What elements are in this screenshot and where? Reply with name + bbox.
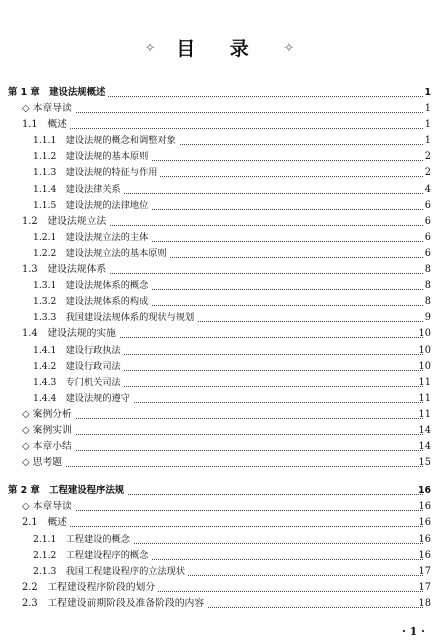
toc-entry-page: 1 bbox=[424, 119, 431, 131]
toc-entry-page: 6 bbox=[424, 215, 431, 227]
toc-entry-label: 1.2.2 建设法规立法的基本原则 bbox=[33, 246, 170, 262]
toc-entry-page: 16 bbox=[418, 549, 431, 561]
toc-entry-label: 第 2 章 工程建设程序法规 bbox=[8, 483, 127, 499]
toc-entry[interactable] bbox=[0, 230, 439, 246]
toc-entry-label: 2.1.3 我国工程建设程序的立法现状 bbox=[33, 564, 188, 580]
toc-entry-label: 1.1 概述 bbox=[22, 117, 70, 133]
toc-chapter-entry[interactable] bbox=[0, 85, 439, 101]
toc-entry-label: 1.3.3 我国建设法规体系的现状与规划 bbox=[33, 310, 197, 326]
toc-entry-label: 2.1.2 工程建设程序的概念 bbox=[33, 548, 151, 564]
toc-entry-page: 2 bbox=[424, 151, 431, 163]
toc-entry[interactable] bbox=[0, 407, 439, 423]
table-of-contents bbox=[0, 85, 439, 612]
toc-entry[interactable] bbox=[0, 214, 439, 230]
toc-entry[interactable] bbox=[0, 294, 439, 310]
toc-entry-page: 1 bbox=[424, 103, 431, 115]
toc-entry-page: 10 bbox=[418, 328, 431, 340]
toc-entry[interactable] bbox=[0, 580, 439, 596]
sparkle-left-icon: ✧ bbox=[144, 41, 156, 56]
toc-entry-page: 4 bbox=[424, 183, 431, 195]
toc-entry[interactable] bbox=[0, 262, 439, 278]
toc-entry[interactable] bbox=[0, 149, 439, 165]
toc-entry-page: 16 bbox=[418, 533, 431, 545]
toc-entry-page: 1 bbox=[424, 135, 431, 147]
toc-entry-page: 1 bbox=[424, 87, 431, 98]
dot-leader bbox=[22, 117, 423, 129]
toc-entry-label: 1.1.1 建设法规的概念和调整对象 bbox=[33, 133, 179, 149]
toc-entry-page: 10 bbox=[418, 360, 431, 372]
page-title-text: 目 录 bbox=[176, 38, 263, 60]
toc-entry-page: 8 bbox=[424, 264, 431, 276]
toc-entry-page: 8 bbox=[424, 296, 431, 308]
toc-entry-page: 16 bbox=[418, 501, 431, 513]
toc-entry[interactable] bbox=[0, 117, 439, 133]
toc-entry-label: ◇ 案例实训 bbox=[22, 423, 75, 439]
toc-entry-page: 15 bbox=[418, 457, 431, 469]
toc-entry[interactable] bbox=[0, 278, 439, 294]
toc-entry[interactable] bbox=[0, 564, 439, 580]
toc-entry-page: 16 bbox=[418, 517, 431, 529]
toc-entry[interactable] bbox=[0, 101, 439, 117]
toc-entry[interactable] bbox=[0, 359, 439, 375]
toc-entry[interactable] bbox=[0, 548, 439, 564]
toc-entry[interactable] bbox=[0, 198, 439, 214]
toc-entry-label: 1.4.3 专门机关司法 bbox=[33, 375, 124, 391]
toc-entry[interactable] bbox=[0, 499, 439, 515]
toc-entry-page: 11 bbox=[418, 392, 431, 404]
dot-leader bbox=[22, 515, 423, 527]
dot-leader bbox=[22, 439, 423, 451]
toc-entry-page: 11 bbox=[418, 408, 431, 420]
dot-leader bbox=[22, 423, 423, 435]
toc-entry-label: 2.2 工程建设程序阶段的划分 bbox=[22, 580, 158, 596]
toc-entry-label: ◇ 本章导读 bbox=[22, 101, 75, 117]
toc-entry-label: 1.2 建设法规立法 bbox=[22, 214, 109, 230]
toc-entry-label: 1.1.5 建设法规的法律地位 bbox=[33, 198, 151, 214]
toc-entry-page: 6 bbox=[424, 199, 431, 211]
toc-entry-label: 第 1 章 建设法规概述 bbox=[8, 85, 108, 101]
toc-entry-label: ◇ 思考题 bbox=[22, 455, 65, 471]
toc-entry-label: 1.3.1 建设法规体系的概念 bbox=[33, 278, 151, 294]
toc-entry[interactable] bbox=[0, 310, 439, 326]
toc-entry-page: 18 bbox=[418, 597, 431, 609]
toc-entry[interactable] bbox=[0, 532, 439, 548]
dot-leader bbox=[22, 499, 423, 511]
toc-entry-page: 9 bbox=[424, 312, 431, 324]
toc-entry-label: 1.4.1 建设行政执法 bbox=[33, 343, 124, 359]
toc-entry-label: 1.1.3 建设法规的特征与作用 bbox=[33, 165, 160, 181]
toc-entry-label: 1.3.2 建设法规体系的构成 bbox=[33, 294, 151, 310]
toc-entry-label: 1.1.4 建设法律关系 bbox=[33, 182, 124, 198]
toc-chapter-entry[interactable] bbox=[0, 483, 439, 499]
toc-entry-label: 2.1 概述 bbox=[22, 515, 70, 531]
toc-entry[interactable] bbox=[0, 246, 439, 262]
dot-leader bbox=[22, 407, 423, 419]
toc-entry[interactable] bbox=[0, 596, 439, 612]
toc-entry-page: 2 bbox=[424, 167, 431, 179]
toc-entry-page: 10 bbox=[418, 344, 431, 356]
toc-entry[interactable] bbox=[0, 423, 439, 439]
toc-entry-page: 11 bbox=[418, 376, 431, 388]
toc-entry-page: 14 bbox=[418, 424, 431, 436]
toc-entry[interactable] bbox=[0, 326, 439, 342]
toc-entry-page: 6 bbox=[424, 231, 431, 243]
toc-entry[interactable] bbox=[0, 515, 439, 531]
page-number: · 1 · bbox=[402, 625, 425, 638]
toc-entry-label: 1.1.2 建设法规的基本原则 bbox=[33, 149, 151, 165]
toc-entry-label: ◇ 案例分析 bbox=[22, 407, 75, 423]
toc-entry-label: 1.3 建设法规体系 bbox=[22, 262, 109, 278]
toc-entry[interactable] bbox=[0, 375, 439, 391]
toc-entry-label: ◇ 本章小结 bbox=[22, 439, 75, 455]
dot-leader bbox=[22, 455, 423, 467]
toc-entry[interactable] bbox=[0, 439, 439, 455]
dot-leader bbox=[22, 101, 423, 113]
toc-entry[interactable] bbox=[0, 455, 439, 471]
toc-entry-label: 2.1.1 工程建设的概念 bbox=[33, 532, 133, 548]
toc-entry-label: 1.2.1 建设法规立法的主体 bbox=[33, 230, 151, 246]
toc-entry-page: 14 bbox=[418, 441, 431, 453]
toc-entry-label: 2.3 工程建设前期阶段及准备阶段的内容 bbox=[22, 596, 207, 612]
toc-entry[interactable] bbox=[0, 343, 439, 359]
toc-entry[interactable] bbox=[0, 133, 439, 149]
toc-entry-page: 8 bbox=[424, 280, 431, 292]
toc-entry-page: 17 bbox=[418, 565, 431, 577]
toc-entry-page: 16 bbox=[417, 485, 431, 497]
toc-entry-page: 17 bbox=[418, 581, 431, 593]
toc-entry[interactable] bbox=[0, 182, 439, 198]
page-title bbox=[0, 34, 439, 61]
toc-entry-label: ◇ 本章导读 bbox=[22, 499, 75, 515]
toc-entry-page: 6 bbox=[424, 247, 431, 259]
chapter-gap bbox=[0, 471, 439, 483]
toc-entry-label: 1.4.2 建设行政司法 bbox=[33, 359, 124, 375]
toc-entry[interactable] bbox=[0, 391, 439, 407]
toc-entry-label: 1.4.4 建设法规的遵守 bbox=[33, 391, 133, 407]
toc-entry[interactable] bbox=[0, 165, 439, 181]
toc-entry-label: 1.4 建设法规的实施 bbox=[22, 326, 119, 342]
sparkle-right-icon: ✧ bbox=[283, 41, 295, 56]
